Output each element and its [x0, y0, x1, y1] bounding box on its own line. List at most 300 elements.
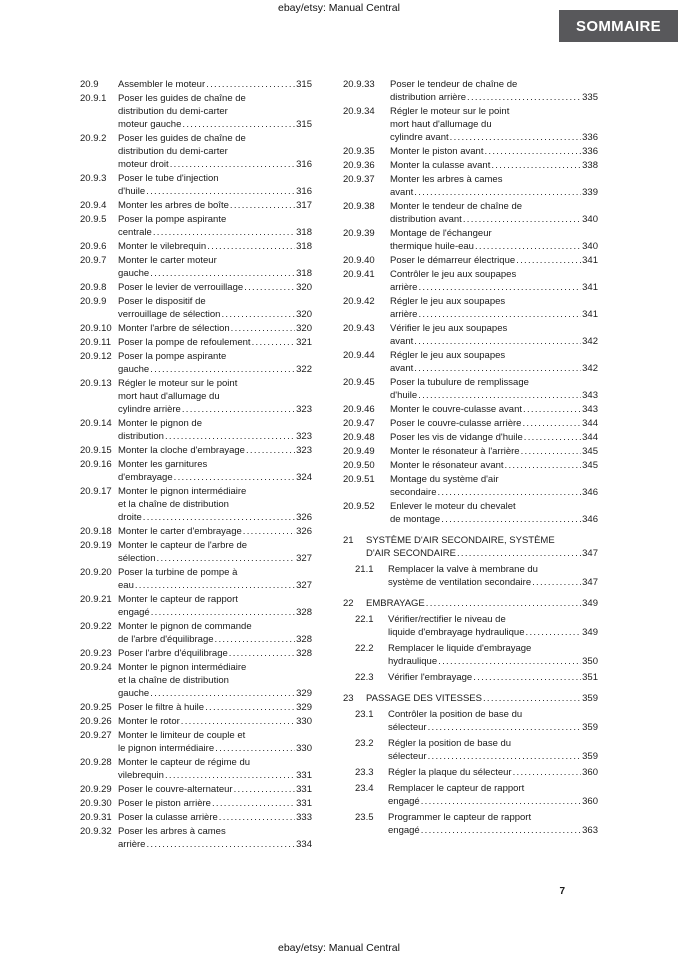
toc-entry-title: de l'arbre d'équilibrage: [118, 634, 214, 645]
toc-entry-title-line: Montage de l'échangeur: [390, 228, 492, 239]
toc-entry[interactable]: [80, 417, 312, 443]
page-header-title: ebay/etsy: Manual Central: [278, 2, 400, 14]
toc-entry-title-line: Monter le capteur de rapport: [118, 594, 238, 605]
toc-entry-title-line: Poser la tubulure de remplissage: [390, 377, 529, 388]
toc-entry[interactable]: [80, 281, 312, 294]
toc-entry-page: 359: [582, 722, 598, 733]
toc-entry[interactable]: [343, 534, 598, 560]
toc-entry-last-line: [118, 363, 312, 376]
toc-entry-title-block: [388, 782, 598, 808]
toc-entry-title: distribution: [118, 431, 164, 442]
leader-dots: [182, 118, 295, 131]
toc-entry-title-block: [390, 254, 598, 267]
toc-entry-title-line: et la chaîne de distribution: [118, 675, 229, 686]
toc-entry-title: gauche: [118, 688, 150, 699]
toc-entry-page: 340: [582, 214, 598, 225]
leader-dots: [219, 811, 295, 824]
toc-entry-last-line: [118, 552, 312, 565]
toc-entry-title-line: Remplacer le capteur de rapport: [388, 783, 525, 794]
toc-entry-title-line: Poser les arbres à cames: [118, 826, 226, 837]
toc-entry-title: arrière: [118, 839, 146, 850]
toc-entry-last-line: [118, 633, 312, 646]
toc-entry[interactable]: [80, 647, 312, 660]
toc-entry-last-line: [118, 240, 312, 253]
toc-entry[interactable]: [343, 349, 598, 375]
toc-entry-number: 20.9.11: [80, 337, 111, 348]
toc-entry-title-block: [118, 172, 312, 198]
toc-entry[interactable]: [343, 159, 598, 172]
toc-entry-number: 23.3: [355, 767, 374, 778]
toc-entry-title-block: [118, 78, 312, 91]
toc-entry[interactable]: [80, 213, 312, 239]
toc-entry-page: 338: [582, 160, 598, 171]
toc-entry-title-block: [390, 349, 598, 375]
toc-entry-title-block: [390, 200, 598, 226]
toc-entry[interactable]: [343, 766, 598, 779]
toc-entry-title: liquide d'embrayage hydraulique: [388, 627, 525, 638]
toc-entry-title-line: Montage du système d'air: [390, 474, 499, 485]
leader-dots: [215, 742, 295, 755]
leader-dots: [135, 579, 295, 592]
toc-entry-title-block: [388, 766, 598, 779]
toc-entry-title-block: [390, 322, 598, 348]
toc-entry-page: 327: [296, 553, 312, 564]
leader-dots: [521, 445, 582, 458]
toc-entry-title-line: Programmer le capteur de rapport: [388, 812, 532, 823]
leader-dots: [421, 824, 581, 837]
toc-entry-number: 20.9.6: [80, 241, 107, 252]
toc-left-column: [80, 78, 312, 852]
toc-entry-last-line: [118, 606, 312, 619]
toc-entry[interactable]: [80, 172, 312, 198]
toc-entry[interactable]: [80, 322, 312, 335]
leader-dots: [234, 783, 296, 796]
toc-entry-title-line: Poser la pompe aspirante: [118, 214, 227, 225]
toc-entry-title-line: mort haut d'allumage du: [118, 391, 220, 402]
toc-entry-title: d'huile: [390, 390, 418, 401]
toc-entry[interactable]: [343, 227, 598, 253]
toc-entry-number: 23.2: [355, 738, 374, 749]
toc-entry-title-block: [118, 661, 312, 700]
toc-entry-title: arrière: [390, 282, 418, 293]
toc-entry-number: 20.9: [80, 79, 99, 90]
toc-entry[interactable]: [80, 729, 312, 755]
toc-entry-number: 20.9.36: [343, 160, 375, 171]
toc-entry-title-block: [118, 729, 312, 755]
toc-entry-title: PASSAGE DES VITESSES: [366, 693, 482, 704]
toc-entry-title: engagé: [388, 796, 420, 807]
toc-entry-title-block: [118, 336, 312, 349]
leader-dots: [221, 308, 295, 321]
toc-entry-title: cylindre arrière: [118, 404, 181, 415]
toc-entry-page: 360: [582, 767, 598, 778]
toc-entry-last-line: [366, 597, 598, 610]
toc-entry-last-line: [118, 322, 312, 335]
toc-entry-page: 315: [296, 119, 312, 130]
toc-entry-title: D'AIR SECONDAIRE: [366, 548, 456, 559]
toc-entry-page: 343: [582, 390, 598, 401]
toc-entry-number: 20.9.49: [343, 446, 375, 457]
toc-entry-page: 321: [296, 337, 312, 348]
toc-entry-title: avant: [390, 187, 414, 198]
toc-entry[interactable]: [80, 620, 312, 646]
sommaire-banner: SOMMAIRE: [559, 10, 678, 42]
toc-entry-last-line: [118, 267, 312, 280]
toc-entry[interactable]: [80, 825, 312, 851]
toc-entry[interactable]: [80, 539, 312, 565]
toc-entry[interactable]: [80, 525, 312, 538]
toc-entry[interactable]: [343, 445, 598, 458]
toc-entry-number: 20.9.37: [343, 174, 375, 185]
toc-entry-title-block: [118, 132, 312, 171]
toc-entry[interactable]: [343, 500, 598, 526]
toc-entry-title: Monter la cloche d'embrayage: [118, 445, 245, 456]
leader-dots: [418, 281, 581, 294]
toc-entry-title-line: Remplacer la valve à membrane du: [388, 564, 538, 575]
toc-entry-title-block: [388, 642, 598, 668]
toc-entry[interactable]: [80, 377, 312, 416]
leader-dots: [526, 626, 582, 639]
toc-entry-title-block: [390, 173, 598, 199]
toc-entry-title-line: distribution du demi-carter: [118, 106, 228, 117]
toc-entry[interactable]: [343, 268, 598, 294]
toc-entry-last-line: [118, 308, 312, 321]
toc-entry-title-block: [118, 797, 312, 810]
toc-entry[interactable]: [80, 811, 312, 824]
toc-entry[interactable]: [343, 200, 598, 226]
toc-entry[interactable]: [80, 797, 312, 810]
toc-entry[interactable]: [343, 782, 598, 808]
leader-dots: [243, 525, 295, 538]
toc-entry-title: engagé: [388, 825, 420, 836]
toc-entry-page: 346: [582, 487, 598, 498]
toc-entry-last-line: [118, 701, 312, 714]
toc-entry-title: EMBRAYAGE: [366, 598, 425, 609]
toc-entry[interactable]: [343, 459, 598, 472]
toc-entry-number: 20.9.48: [343, 432, 375, 443]
toc-entry-title-line: Monter le limiteur de couple et: [118, 730, 246, 741]
toc-entry-number: 20.9.1: [80, 93, 107, 104]
toc-entry-number: 20.9.52: [343, 501, 375, 512]
leader-dots: [418, 389, 581, 402]
toc-entry-title-block: [118, 281, 312, 294]
toc-entry-number: 20.9.20: [80, 567, 112, 578]
toc-entry[interactable]: [343, 145, 598, 158]
toc-entry-title: Vérifier l'embrayage: [388, 672, 473, 683]
toc-entry-last-line: [118, 78, 312, 91]
toc-entry-number: 20.9.31: [80, 812, 112, 823]
toc-entry[interactable]: [343, 295, 598, 321]
toc-entry-last-line: [390, 186, 598, 199]
toc-entry[interactable]: [80, 78, 312, 91]
toc-entry[interactable]: [80, 593, 312, 619]
toc-entry-last-line: [118, 403, 312, 416]
toc-entry-number: 20.9.14: [80, 418, 112, 429]
leader-dots: [157, 552, 296, 565]
leader-dots: [252, 336, 296, 349]
toc-entry-number: 20.9.17: [80, 486, 112, 497]
toc-entry-title: Assembler le moteur: [118, 79, 206, 90]
toc-entry-title: Poser le couvre-culasse arrière: [390, 418, 522, 429]
toc-entry-number: 20.9.23: [80, 648, 112, 659]
toc-entry-title-block: [118, 444, 312, 457]
toc-entry-last-line: [390, 513, 598, 526]
toc-entry-number: 21: [343, 535, 354, 546]
toc-entry-page: 318: [296, 241, 312, 252]
toc-entry[interactable]: [343, 431, 598, 444]
toc-entry-title: Poser la culasse arrière: [118, 812, 218, 823]
toc-entry-title-line: Régler le moteur sur le point: [118, 378, 238, 389]
toc-entry-number: 20.9.12: [80, 351, 112, 362]
leader-dots: [491, 159, 581, 172]
toc-entry-title-block: [118, 254, 312, 280]
toc-entry-number: 20.9.2: [80, 133, 107, 144]
toc-entry-last-line: [118, 185, 312, 198]
toc-entry[interactable]: [343, 708, 598, 734]
toc-entry-page: 331: [296, 798, 312, 809]
toc-entry[interactable]: [80, 458, 312, 484]
toc-entry-title-block: [118, 620, 312, 646]
toc-entry[interactable]: [343, 417, 598, 430]
toc-entry[interactable]: [343, 597, 598, 610]
toc-entry-title: Poser les vis de vidange d'huile: [390, 432, 523, 443]
toc-entry[interactable]: [343, 737, 598, 763]
toc-entry-last-line: [388, 626, 598, 639]
toc-entry-title: Monter le piston avant: [390, 146, 484, 157]
toc-entry-page: 320: [296, 309, 312, 320]
toc-entry[interactable]: [80, 350, 312, 376]
toc-entry-number: 20.9.47: [343, 418, 375, 429]
toc-entry-title-block: [390, 159, 598, 172]
toc-entry-title-block: [118, 647, 312, 660]
toc-entry-title-block: [118, 295, 312, 321]
leader-dots: [170, 158, 295, 171]
toc-entry[interactable]: [80, 715, 312, 728]
toc-entry-title: Monter le vilebrequin: [118, 241, 207, 252]
toc-entry-title: avant: [390, 363, 414, 374]
toc-entry-title: droite: [118, 512, 142, 523]
toc-entry-title: Monter le rotor: [118, 716, 180, 727]
toc-entry-last-line: [118, 783, 312, 796]
toc-entry-number: 20.9.34: [343, 106, 375, 117]
toc-entry[interactable]: [343, 642, 598, 668]
toc-entry-title-line: Monter le tendeur de chaîne de: [390, 201, 523, 212]
leader-dots: [483, 692, 581, 705]
toc-entry-title-block: [390, 431, 598, 444]
toc-entry-title-line: mort haut d'allumage du: [390, 119, 492, 130]
toc-entry-title-line: SYSTÈME D'AIR SECONDAIRE, SYSTÈME: [366, 535, 555, 546]
toc-entry-title-block: [390, 227, 598, 253]
toc-entry-title-block: [118, 715, 312, 728]
toc-entry[interactable]: [80, 756, 312, 782]
toc-entry[interactable]: [80, 566, 312, 592]
toc-entry-page: 349: [582, 598, 598, 609]
toc-entry-page: 359: [582, 693, 598, 704]
toc-entry-last-line: [390, 403, 598, 416]
toc-entry[interactable]: [80, 132, 312, 171]
toc-entry-title-line: Régler le jeu aux soupapes: [390, 296, 506, 307]
leader-dots: [473, 671, 581, 684]
toc-entry-number: 20.9.5: [80, 214, 107, 225]
leader-dots: [229, 647, 295, 660]
toc-entry-title-line: Monter le pignon intermédiaire: [118, 486, 247, 497]
toc-entry-page: 331: [296, 770, 312, 781]
toc-entry[interactable]: [343, 613, 598, 639]
toc-entry-title: Poser le levier de verrouillage: [118, 282, 244, 293]
toc-entry-last-line: [390, 91, 598, 104]
toc-entry[interactable]: [80, 254, 312, 280]
toc-entry-last-line: [388, 766, 598, 779]
toc-entry-title-line: Monter les arbres à cames: [390, 174, 503, 185]
toc-entry[interactable]: [343, 322, 598, 348]
toc-entry[interactable]: [80, 336, 312, 349]
toc-entry-page: 341: [582, 282, 598, 293]
toc-entry-page: 320: [296, 323, 312, 334]
toc-entry[interactable]: [343, 105, 598, 144]
toc-entry-title-block: [366, 534, 598, 560]
toc-entry-title: moteur gauche: [118, 119, 182, 130]
toc-entry-title-block: [118, 566, 312, 592]
toc-entry-title: Poser la pompe de refoulement: [118, 337, 251, 348]
toc-entry-page: 323: [296, 431, 312, 442]
toc-entry[interactable]: [343, 78, 598, 104]
toc-entry-last-line: [390, 159, 598, 172]
leader-dots: [532, 576, 581, 589]
toc-entry-title: thermique huile-eau: [390, 241, 474, 252]
toc-entry[interactable]: [343, 254, 598, 267]
toc-entry-title: Régler la plaque du sélecteur: [388, 767, 512, 778]
toc-entry-title-block: [390, 105, 598, 144]
leader-dots: [463, 213, 581, 226]
toc-entry-title: Monter la culasse avant: [390, 160, 491, 171]
toc-entry-title-block: [388, 737, 598, 763]
toc-entry-last-line: [388, 795, 598, 808]
toc-entry-title-block: [118, 199, 312, 212]
toc-entry-title-line: Enlever le moteur du chevalet: [390, 501, 516, 512]
toc-entry[interactable]: [343, 376, 598, 402]
leader-dots: [438, 655, 581, 668]
leader-dots: [475, 240, 581, 253]
toc-entry[interactable]: [343, 671, 598, 684]
toc-entry-title-line: Monter le pignon de commande: [118, 621, 252, 632]
toc-entry-number: 20.9.16: [80, 459, 112, 470]
toc-entry-title-block: [390, 445, 598, 458]
toc-entry[interactable]: [80, 783, 312, 796]
toc-entry-title-line: Monter le pignon intermédiaire: [118, 662, 247, 673]
leader-dots: [181, 715, 295, 728]
toc-entry-title-block: [118, 783, 312, 796]
toc-entry-title-line: et la chaîne de distribution: [118, 499, 229, 510]
toc-entry-page: 324: [296, 472, 312, 483]
toc-entry-title: Monter le carter d'embrayage: [118, 526, 242, 537]
toc-entry-title: Poser le couvre-alternateur: [118, 784, 233, 795]
toc-entry[interactable]: [80, 295, 312, 321]
toc-entry-title: le pignon intermédiaire: [118, 743, 215, 754]
toc-entry-number: 20.9.7: [80, 255, 107, 266]
toc-entry-title-line: Vérifier le jeu aux soupapes: [390, 323, 508, 334]
leader-dots: [153, 226, 295, 239]
toc-entry[interactable]: [80, 661, 312, 700]
toc-entry-page: 344: [582, 432, 598, 443]
toc-entry-title-line: Monter le capteur de régime du: [118, 757, 251, 768]
toc-entry-last-line: [388, 824, 598, 837]
toc-entry[interactable]: [80, 701, 312, 714]
toc-entry-title: sélection: [118, 553, 156, 564]
toc-entry-number: 20.9.46: [343, 404, 375, 415]
toc-entry-number: 20.9.45: [343, 377, 375, 388]
toc-entry-number: 20.9.26: [80, 716, 112, 727]
toc-entry-title-block: [118, 701, 312, 714]
toc-entry-title-block: [390, 145, 598, 158]
toc-entry-last-line: [118, 687, 312, 700]
toc-entry[interactable]: [343, 403, 598, 416]
toc-entry-title-line: Contrôler le jeu aux soupapes: [390, 269, 517, 280]
toc-entry[interactable]: [343, 173, 598, 199]
toc-entry-number: 23.4: [355, 783, 374, 794]
toc-entry-page: 345: [582, 446, 598, 457]
toc-entry[interactable]: [80, 199, 312, 212]
toc-entry-title-block: [118, 377, 312, 416]
leader-dots: [467, 91, 581, 104]
toc-entry-number: 20.9.15: [80, 445, 112, 456]
toc-entry-title-block: [390, 78, 598, 104]
leader-dots: [150, 687, 295, 700]
toc-entry-title: cylindre avant: [390, 132, 449, 143]
toc-entry[interactable]: [80, 240, 312, 253]
toc-entry-title-line: Poser la pompe aspirante: [118, 351, 227, 362]
toc-entry-title: distribution avant: [390, 214, 462, 225]
toc-entry-page: 345: [582, 460, 598, 471]
toc-entry-page: 328: [296, 648, 312, 659]
toc-entry-page: 351: [582, 672, 598, 683]
toc-entry[interactable]: [80, 444, 312, 457]
leader-dots: [230, 199, 295, 212]
toc-entry-number: 20.9.10: [80, 323, 112, 334]
leader-dots: [428, 750, 582, 763]
leader-dots: [484, 145, 581, 158]
toc-entry[interactable]: [343, 563, 598, 589]
toc-entry-title-line: distribution du demi-carter: [118, 146, 228, 157]
toc-entry-title: Monter le couvre-culasse avant: [390, 404, 523, 415]
toc-entry[interactable]: [343, 692, 598, 705]
toc-entry-title: Poser le démarreur électrique: [390, 255, 516, 266]
leader-dots: [165, 430, 295, 443]
toc-entry-page: 328: [296, 634, 312, 645]
toc-entry-page: 334: [296, 839, 312, 850]
leader-dots: [457, 547, 581, 560]
toc-entry[interactable]: [80, 92, 312, 131]
toc-entry-title: Monter le résonateur à l'arrière: [390, 446, 520, 457]
toc-entry-number: 20.9.32: [80, 826, 112, 837]
toc-entry-title: système de ventilation secondaire: [388, 577, 532, 588]
toc-entry-page: 327: [296, 580, 312, 591]
toc-entry-last-line: [118, 769, 312, 782]
toc-entry-title-block: [118, 417, 312, 443]
toc-entry-number: 20.9.18: [80, 526, 112, 537]
toc-entry-last-line: [118, 511, 312, 524]
toc-entry-number: 20.9.51: [343, 474, 375, 485]
toc-entry-number: 22.2: [355, 643, 374, 654]
toc-entry-last-line: [118, 525, 312, 538]
toc-entry-last-line: [390, 308, 598, 321]
toc-entry-title-line: Monter les garnitures: [118, 459, 208, 470]
toc-entry[interactable]: [80, 485, 312, 524]
toc-entry-last-line: [390, 459, 598, 472]
toc-entry-page: 346: [582, 514, 598, 525]
toc-entry[interactable]: [343, 811, 598, 837]
leader-dots: [414, 186, 581, 199]
toc-entry[interactable]: [343, 473, 598, 499]
